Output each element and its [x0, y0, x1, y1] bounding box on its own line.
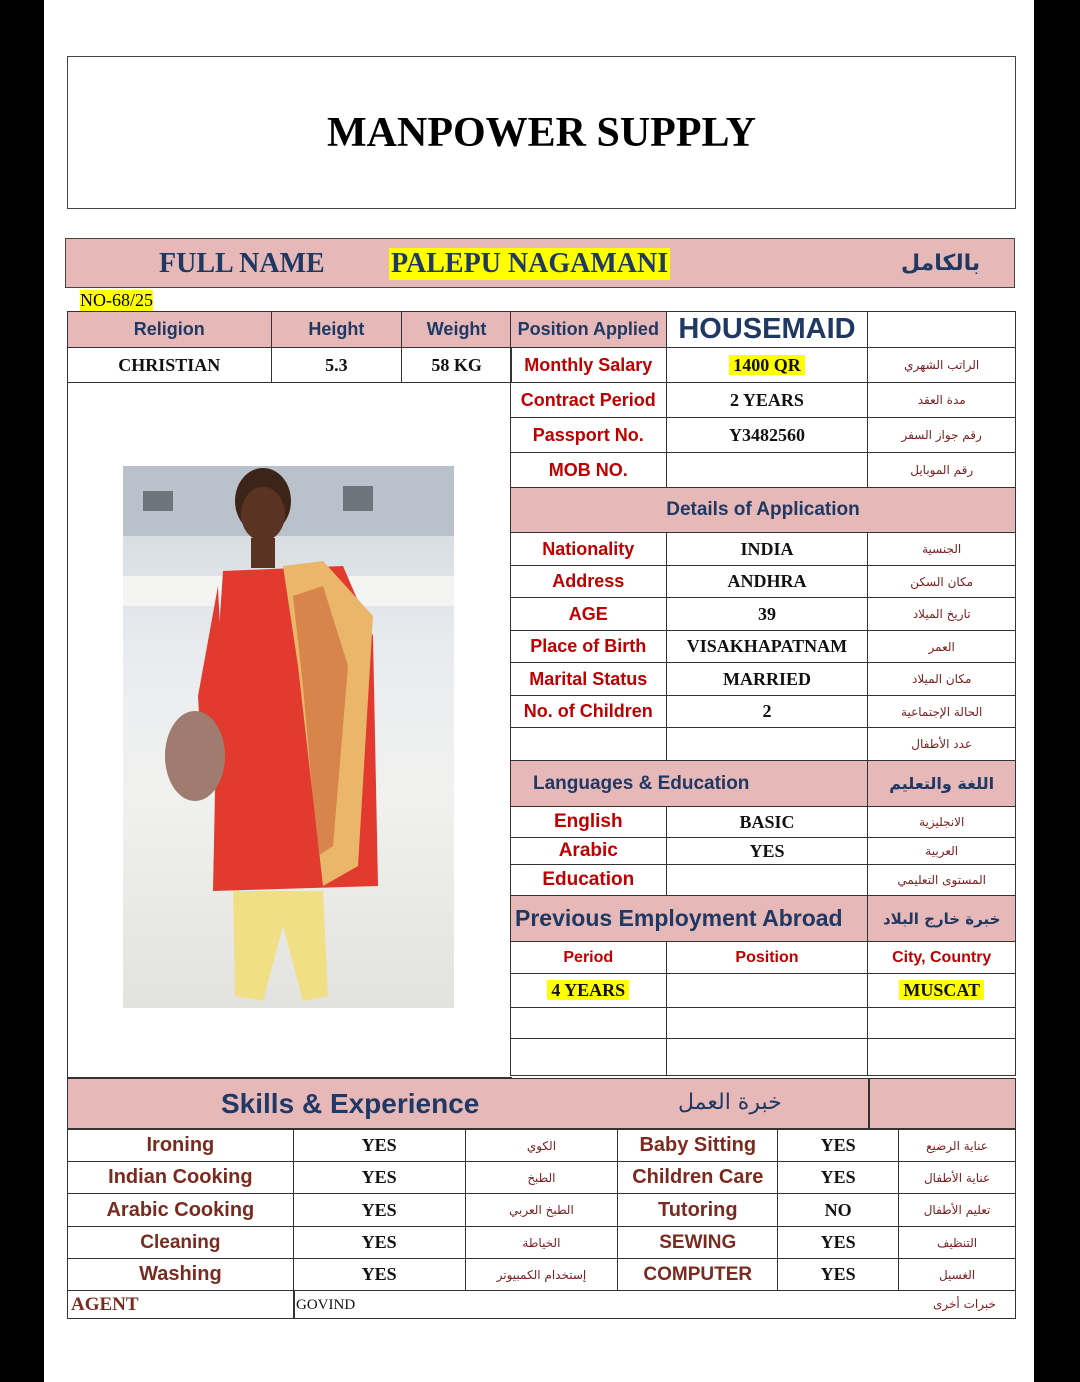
marital-label: Marital Status	[511, 663, 667, 696]
marital-arabic: مكان الميلاد	[868, 663, 1016, 696]
city-header: City, Country	[868, 942, 1016, 974]
name-bar	[65, 238, 1015, 288]
languages-title: Languages & Education	[511, 761, 868, 807]
nationality-arabic: الجنسية	[868, 533, 1016, 566]
skill-sewing: SEWING	[618, 1227, 778, 1259]
skill-tutoring: Tutoring	[618, 1194, 778, 1227]
employment-city: MUSCAT	[899, 980, 984, 1000]
employment-period: 4 YEARS	[547, 980, 629, 1000]
nationality-label: Nationality	[511, 533, 667, 566]
nationality-value: INDIA	[666, 533, 868, 566]
skill-cleaning-arabic: الخياطة	[465, 1227, 618, 1259]
skill-computer-arabic: الغسيل	[899, 1259, 1016, 1291]
mobile-label: MOB NO.	[511, 453, 667, 488]
birthplace-arabic: العمر	[868, 631, 1016, 663]
employment-empty-cell	[868, 1039, 1016, 1076]
skill-tutoring-arabic: تعليم الأطفال	[899, 1194, 1016, 1227]
skill-ironing: Ironing	[68, 1130, 294, 1162]
education-value	[666, 865, 868, 896]
mobile-arabic: رقم الموبايل	[868, 453, 1016, 488]
full-name-value: PALEPU NAGAMANI	[391, 248, 669, 279]
skills-header	[67, 1078, 1016, 1129]
skill-sewing-arabic: التنظيف	[899, 1227, 1016, 1259]
mobile-value	[666, 453, 868, 488]
skills-title: Skills & Experience	[221, 1088, 480, 1119]
salary-arabic: الراتب الشهري	[868, 348, 1016, 383]
height-header: Height	[271, 312, 402, 348]
contract-arabic: مدة العقد	[868, 383, 1016, 418]
skill-sewing-value: YES	[778, 1227, 899, 1259]
address-arabic: مكان السكن	[868, 566, 1016, 598]
employment-empty-cell	[666, 1008, 868, 1039]
passport-value: Y3482560	[666, 418, 868, 453]
address-value: ANDHRA	[666, 566, 868, 598]
reference-number: NO-68/25	[80, 290, 153, 310]
weight-value: 58 KG	[402, 348, 512, 383]
skill-indian-cooking-value: YES	[293, 1162, 465, 1194]
agent-arabic: خبرات أخرى	[933, 1297, 996, 1311]
employment-empty-cell	[511, 1039, 667, 1076]
weight-header: Weight	[402, 312, 512, 348]
full-name-label: FULL NAME	[159, 248, 325, 279]
children-label: No. of Children	[511, 696, 667, 728]
position-arabic-cell	[868, 312, 1016, 348]
agent-label: AGENT	[71, 1294, 139, 1315]
arabic-value: YES	[666, 838, 868, 865]
skill-arabic-cooking: Arabic Cooking	[68, 1194, 294, 1227]
age-label: AGE	[511, 598, 667, 631]
education-arabic: المستوى التعليمي	[868, 865, 1016, 896]
skill-washing: Washing	[68, 1259, 294, 1291]
skill-ironing-value: YES	[293, 1130, 465, 1162]
english-arabic: الانجليزية	[868, 807, 1016, 838]
skill-cleaning-value: YES	[293, 1227, 465, 1259]
passport-arabic: رقم جواز السفر	[868, 418, 1016, 453]
employment-title: Previous Employment Abroad	[511, 896, 868, 942]
children-count-arabic: عدد الأطفال	[868, 728, 1016, 761]
skill-washing-arabic: إستخدام الكمبيوتر	[465, 1259, 618, 1291]
salary-value: 1400 QR	[729, 355, 805, 375]
person-photo	[123, 466, 454, 1008]
position-label: Position Applied	[511, 312, 667, 348]
skill-children-care-arabic: عناية الأطفال	[899, 1162, 1016, 1194]
skill-computer: COMPUTER	[618, 1259, 778, 1291]
title-box	[67, 56, 1016, 209]
skill-baby-sitting-value: YES	[778, 1130, 899, 1162]
page-title: MANPOWER SUPPLY	[327, 109, 756, 156]
skill-children-care-value: YES	[778, 1162, 899, 1194]
address-label: Address	[511, 566, 667, 598]
english-label: English	[511, 807, 667, 838]
position-value: HOUSEMAID	[666, 312, 868, 348]
children-arabic: الحالة الإجتماعية	[868, 696, 1016, 728]
skill-washing-value: YES	[293, 1259, 465, 1291]
salary-label: Monthly Salary	[511, 348, 667, 383]
arabic-label: Arabic	[511, 838, 667, 865]
employment-empty-cell	[511, 1008, 667, 1039]
skill-indian-cooking: Indian Cooking	[68, 1162, 294, 1194]
children-value: 2	[666, 696, 868, 728]
skill-arabic-cooking-arabic: الطبخ العربي	[465, 1194, 618, 1227]
employment-position	[666, 974, 868, 1008]
skills-divider	[868, 1079, 870, 1128]
contract-label: Contract Period	[511, 383, 667, 418]
agent-value: GOVIND	[296, 1297, 356, 1313]
marital-value: MARRIED	[666, 663, 868, 696]
blank-value	[666, 728, 868, 761]
religion-value: CHRISTIAN	[68, 348, 272, 383]
languages-arabic: اللغة والتعليم	[868, 761, 1016, 807]
birthplace-value: VISAKHAPATNAM	[666, 631, 868, 663]
skill-children-care: Children Care	[618, 1162, 778, 1194]
skill-indian-cooking-arabic: الطبخ	[465, 1162, 618, 1194]
agent-row	[67, 1290, 1016, 1319]
details-table	[510, 311, 1016, 1076]
period-header: Period	[511, 942, 667, 974]
skills-table	[67, 1129, 1016, 1291]
height-value: 5.3	[271, 348, 402, 383]
english-value: BASIC	[666, 807, 868, 838]
basic-info-table	[67, 311, 512, 383]
religion-header: Religion	[68, 312, 272, 348]
person-figure-icon	[123, 466, 454, 1008]
skill-baby-sitting: Baby Sitting	[618, 1130, 778, 1162]
agent-divider	[293, 1291, 295, 1318]
skill-arabic-cooking-value: YES	[293, 1194, 465, 1227]
age-value: 39	[666, 598, 868, 631]
education-label: Education	[511, 865, 667, 896]
skill-baby-sitting-arabic: عناية الرضيع	[899, 1130, 1016, 1162]
employment-empty-cell	[868, 1008, 1016, 1039]
arabic-arabic: العربية	[868, 838, 1016, 865]
application-title: Details of Application	[511, 488, 1016, 533]
position-header: Position	[666, 942, 868, 974]
skill-cleaning: Cleaning	[68, 1227, 294, 1259]
full-name-arabic: بالكامل	[901, 251, 981, 276]
skill-ironing-arabic: الكوي	[465, 1130, 618, 1162]
blank-label	[511, 728, 667, 761]
passport-label: Passport No.	[511, 418, 667, 453]
skills-arabic: خبرة العمل	[678, 1090, 782, 1115]
age-arabic: تاريخ الميلاد	[868, 598, 1016, 631]
cv-page	[44, 0, 1034, 1382]
contract-value: 2 YEARS	[666, 383, 868, 418]
employment-empty-cell	[666, 1039, 868, 1076]
skill-computer-value: YES	[778, 1259, 899, 1291]
birthplace-label: Place of Birth	[511, 631, 667, 663]
skill-tutoring-value: NO	[778, 1194, 899, 1227]
employment-arabic: خبرة خارج البلاد	[868, 896, 1016, 942]
